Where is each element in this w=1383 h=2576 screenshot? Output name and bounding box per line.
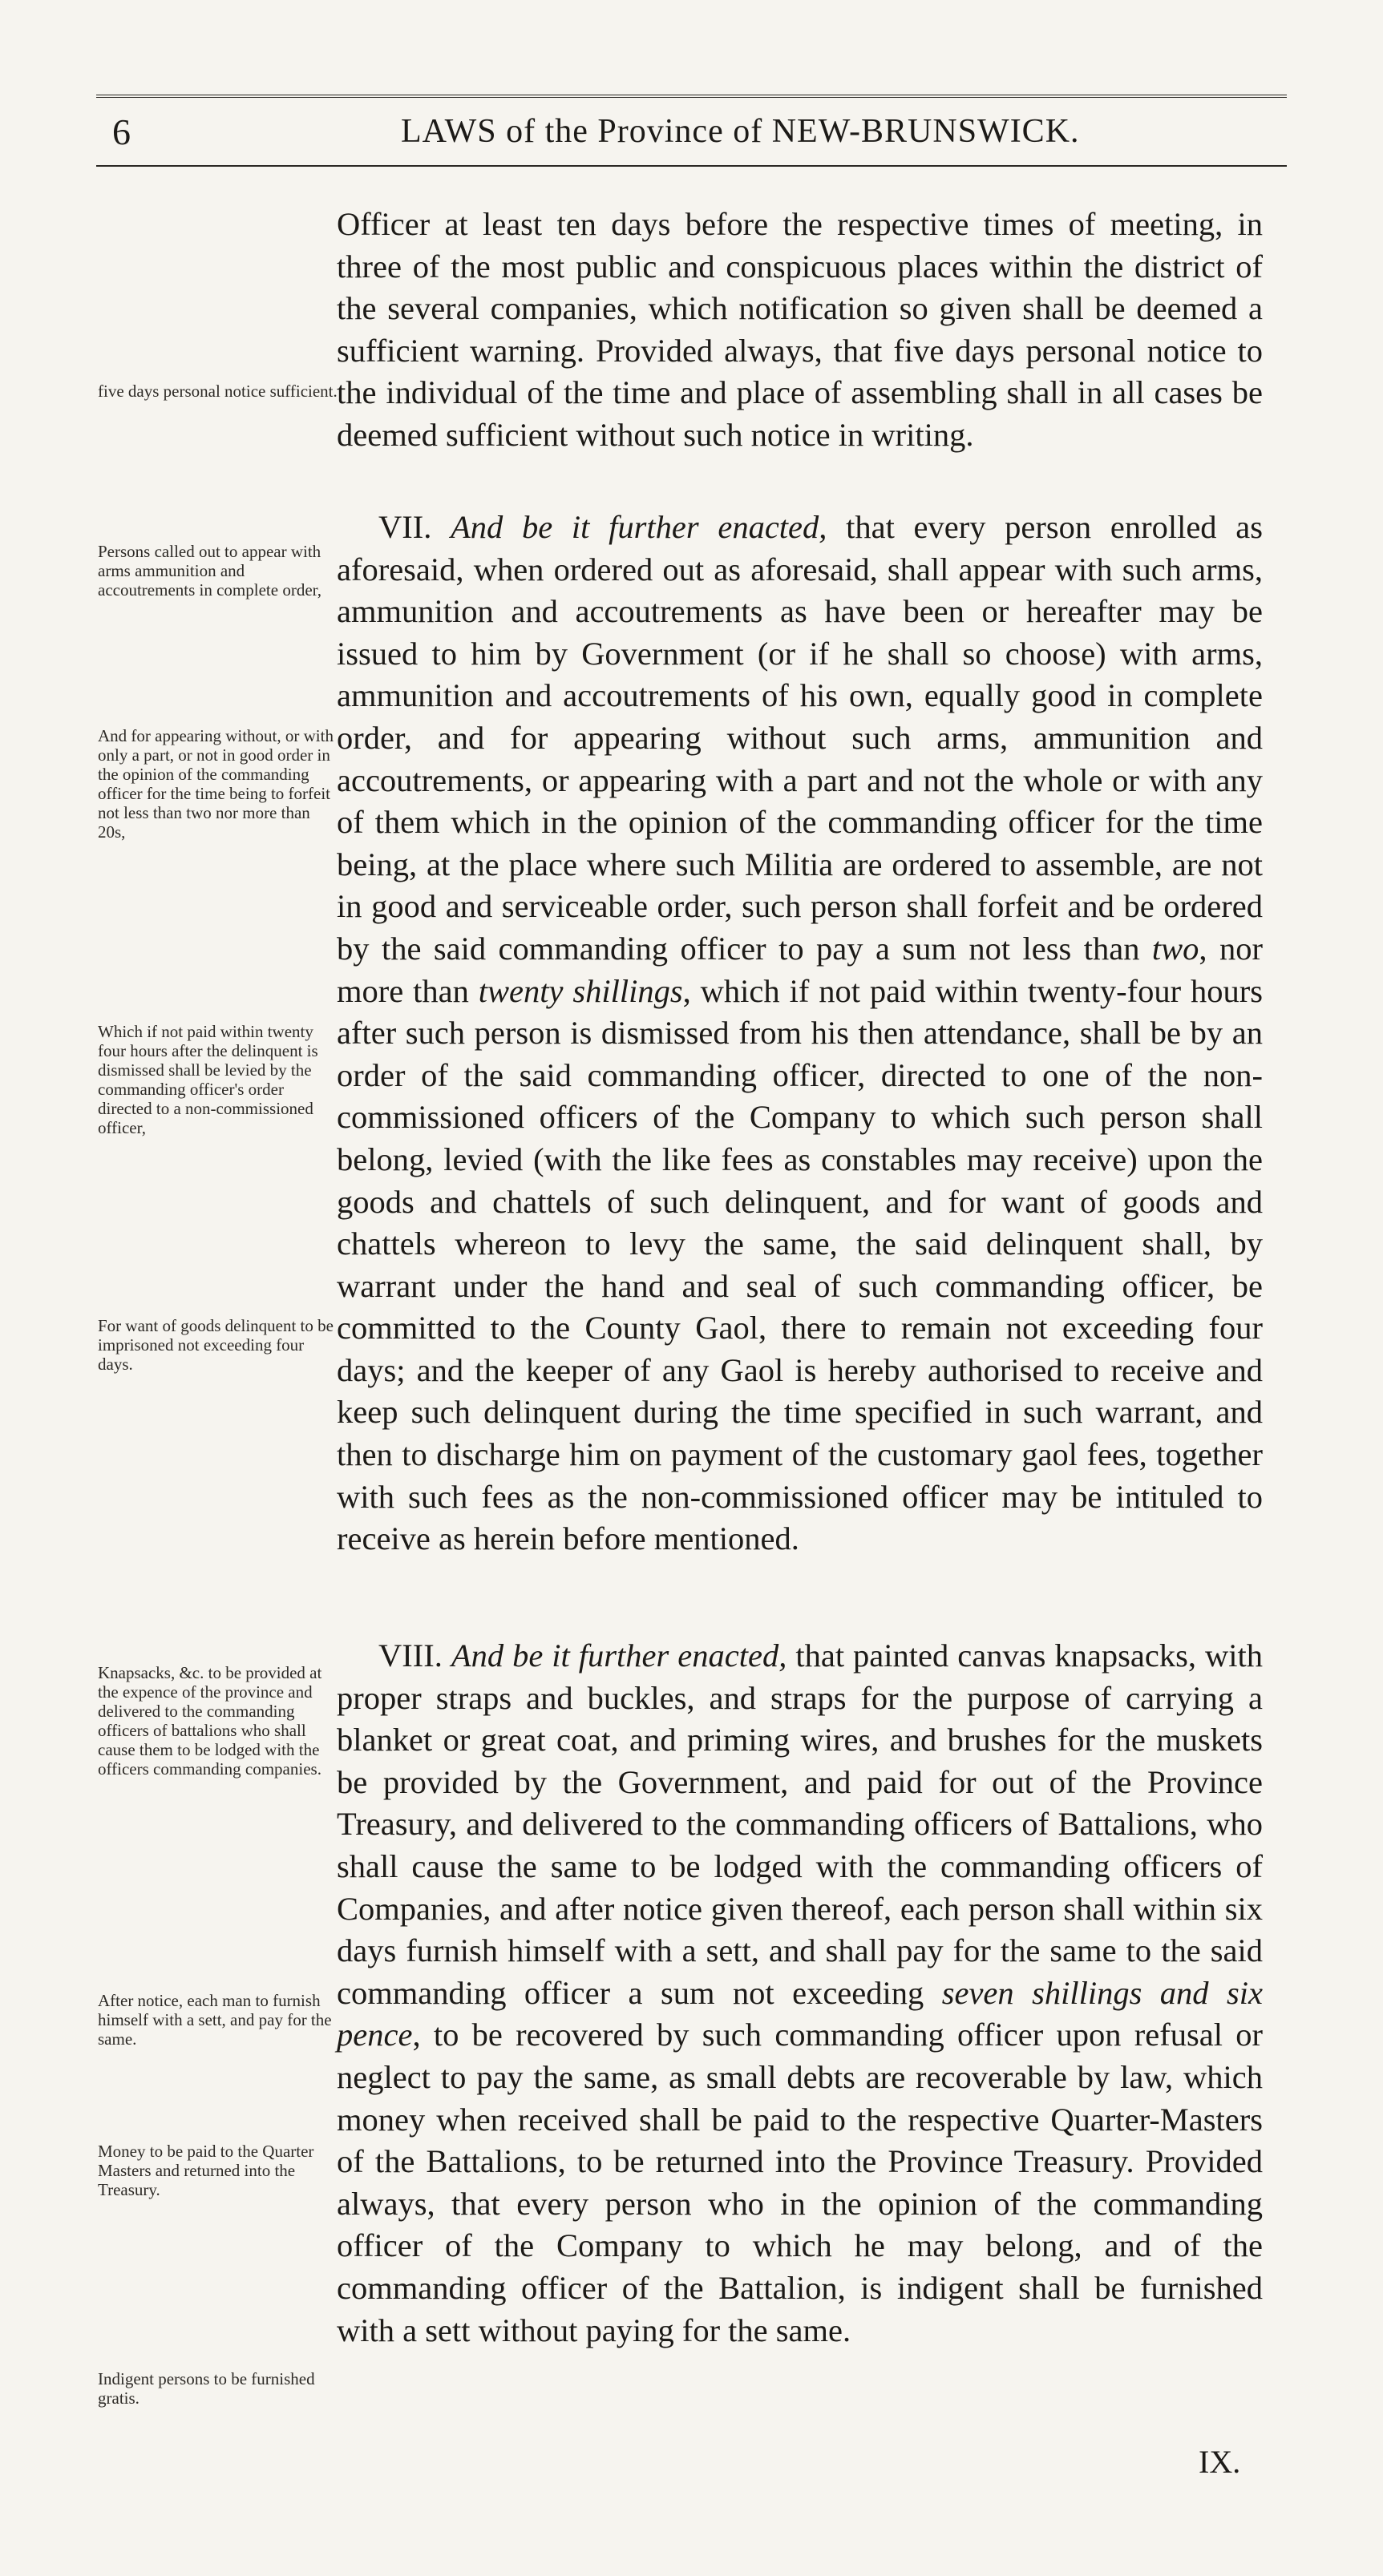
section-vii-amount-min: two	[1151, 930, 1199, 967]
continuation-text: Officer at least ten days before the respective times of meeting, in three of the most public and conspicuous places within the district of the several companies, which notification so given shall be deemed a sufficient warning. Provided always, that five days personal notice to the individual of the time and place of assembling shall in all cases be deemed sufficient without such notice in writing.	[337, 206, 1263, 453]
section-viii-number: VIII.	[378, 1637, 443, 1674]
header-rule	[96, 165, 1287, 167]
margin-note-notice: five days personal notice sufficient.	[98, 382, 338, 401]
margin-note-forfeit: And for appearing without, or with only a part, or not in good order in the opinion of the commanding officer for the time being to forfeit not less than two nor more than 20s,	[98, 726, 334, 842]
section-vii	[337, 507, 1263, 1561]
margin-note-levy: Which if not paid within twenty four hours after the delinquent is dismissed shall be levied by the commanding officer's order directed to a non-commissioned officer,	[98, 1022, 318, 1137]
section-vii-text-a: that every person enrolled as aforesaid, when ordered out as aforesaid, shall appear with such arms, ammunition and accoutrements as have been or hereafter may be issued to him by Government (or if he shall so choose) with arms, ammunition and accoutrements of his own, equally good in complete order, and for appearing without such arms, ammunition and accoutrements, or appearing with a part and not the whole or with any of them which in the opinion of the commanding officer for the time being, at the place where such Militia are ordered to assemble, are not in good and serviceable order, such person shall forfeit and be ordered by the said commanding officer to pay a sum not less than	[337, 509, 1263, 967]
section-vii-amount-max: twenty shillings	[478, 972, 683, 1009]
margin-note-knapsacks: Knapsacks, &c. to be provided at the expence of the province and delivered to the commanding officers of battalions who shall cause them to be lodged with the officers commanding companies.	[98, 1663, 322, 1779]
top-rule	[96, 95, 1287, 98]
section-viii-text-b: , to be recovered by such commanding officer upon refusal or neglect to pay the same, as small debts are recoverable by law, which money when received shall be paid to the respective Quarter-Masters of the Battalions, to be returned into the Province Treasury. Provided always, that every person who in the opinion of the commanding officer of the Company to which he may belong, and of the commanding officer of the Battalion, is indigent shall be furnished with a sett without paying for the same.	[337, 2017, 1263, 2348]
page-header	[96, 111, 1287, 159]
section-viii-paragraph	[337, 1635, 1263, 2352]
margin-note-sett: After notice, each man to furnish himself with a sett, and pay for the same.	[98, 1991, 332, 2049]
section-vii-number: VII.	[378, 509, 432, 545]
margin-note-imprisonment: For want of goods delinquent to be imprisoned not exceeding four days.	[98, 1316, 334, 1374]
running-title: LAWS of the Province of NEW-BRUNSWICK.	[401, 113, 1080, 150]
margin-note-arms: Persons called out to appear with arms ammunition and accoutrements in complete order,	[98, 542, 322, 600]
section-vii-text-c: , which if not paid within twenty-four hours after such person is dismissed from his then attendance, shall be by an order of the said commanding officer, directed to one of the non-commissioned officers of the Company to which such person shall belong, levied (with the like fees as constables may receive) upon the goods and chattels of such delinquent, and for want of goods and chattels whereon to levy the same, the said delinquent shall, by warrant under the hand and seal of such commanding officer, be committed to the County Gaol, there to remain not exceeding four days; and the keeper of any Gaol is hereby authorised to receive and keep such delinquent during the time specified in such warrant, and then to discharge him on payment of the customary gaol fees, together with such fees as the non-commissioned officer may be intituled to receive as herein before mentioned.	[337, 972, 1263, 1557]
continuation-paragraph	[337, 204, 1263, 457]
margin-note-indigent: Indigent persons to be furnished gratis.	[98, 2369, 315, 2408]
section-vii-paragraph	[337, 507, 1263, 1561]
catchword: IX.	[1199, 2444, 1241, 2480]
section-viii-text-a: that painted canvas knapsacks, with proper straps and buckles, and straps for the purpose of carrying a blanket or great coat, and priming wires, and brushes for the muskets be provided by the Government, and paid for out of the Province Treasury, and delivered to the commanding officers of Battalions, who shall cause the same to be lodged with the commanding officers of Companies, and after notice given thereof, each person shall within six days furnish himself with a sett, and shall pay for the same to the said commanding officer a sum not exceeding	[337, 1637, 1264, 2011]
section-viii-amount: seven shillings and six pence	[337, 1974, 1263, 2053]
section-viii-enacting-clause: And be it further enacted,	[451, 1637, 787, 1674]
section-vii-enacting-clause: And be it further enacted,	[451, 509, 827, 545]
margin-note-quartermasters: Money to be paid to the Quarter Masters and returned into the Treasury.	[98, 2142, 314, 2199]
section-vii-text-b: , nor more than	[337, 930, 1263, 1009]
section-viii	[337, 1635, 1263, 2352]
page-number: 6	[112, 111, 131, 152]
